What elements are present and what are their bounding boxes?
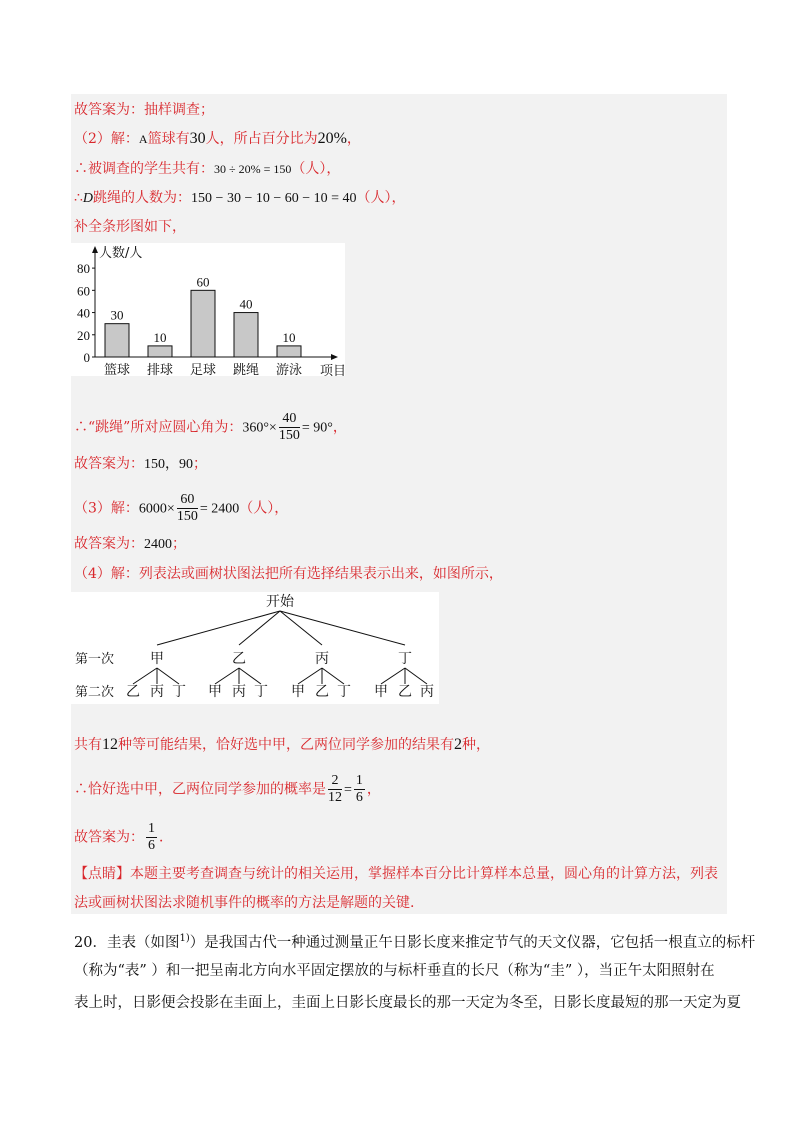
tree-node-second: 丁 bbox=[254, 684, 268, 700]
bar-value-label: 10 bbox=[153, 329, 167, 345]
tree-node-second: 乙 bbox=[126, 684, 140, 700]
answer-line-5: 补全条形图如下， bbox=[74, 219, 186, 235]
tree-node-first-3: 丙 bbox=[315, 651, 329, 667]
answer-line-10: （4）解：列表法或画树状图法把所有选择结果表示出来，如图所示， bbox=[74, 566, 503, 582]
bar-value-label: 60 bbox=[196, 274, 210, 290]
category-label: 游泳 bbox=[275, 363, 303, 376]
answer-line-11: 共有12种等可能结果，恰好选中甲，乙两位同学参加的结果有2种， bbox=[74, 736, 490, 753]
tree-node-second: 丙 bbox=[420, 684, 434, 700]
category-label: 跳绳 bbox=[232, 363, 260, 376]
bar-篮球 bbox=[105, 324, 129, 357]
bar-value-label: 10 bbox=[282, 329, 296, 345]
category-label: 足球 bbox=[189, 363, 217, 376]
question-20-line-1: 20．圭表（如图$^{1)}$）是我国古代一种通过测量正午日影长度来推定节气的天文仪器，它包括一根直立的标杆 bbox=[74, 933, 756, 951]
tree-node-second: 乙 bbox=[398, 684, 412, 700]
y-tick-label: 60 bbox=[77, 283, 90, 299]
note-line-1: 【点睛】本题主要考查调查与统计的相关运用，掌握样本百分比计算样本总量，圆心角的计算方法，列表 bbox=[74, 866, 718, 882]
answer-line-8: （3）解：6000× $\frac{60}{150}$ = 2400（人）， bbox=[74, 492, 289, 524]
tree-root: 开始 bbox=[266, 595, 294, 610]
question-20-line-3: 表上时，日影便会投影在圭面上，圭面上日影长度最长的那一天定为冬至，日影长度最短的那一天定为夏 bbox=[74, 995, 741, 1011]
y-tick-label: 0 bbox=[83, 350, 90, 365]
bar-跳绳 bbox=[234, 313, 258, 357]
tree-diagram bbox=[71, 592, 439, 704]
tree-node-second: 甲 bbox=[374, 684, 388, 700]
y-axis-label: 人数/人 bbox=[99, 246, 143, 261]
fraction-answer-1-6: $\frac{1}{6}$ bbox=[148, 821, 155, 853]
category-label: 排球 bbox=[146, 363, 174, 376]
tree-level1-label: 第一次 bbox=[75, 652, 115, 667]
fraction-40-150: $\frac{40}{150}$ bbox=[278, 411, 300, 443]
tree-level2-label: 第二次 bbox=[75, 685, 115, 700]
tree-node-second: 丙 bbox=[232, 684, 246, 700]
y-axis-arrow bbox=[92, 246, 98, 253]
answer-line-9: 故答案为：2400； bbox=[74, 536, 186, 552]
bar-chart bbox=[71, 243, 345, 376]
tree-diagram-svg bbox=[71, 592, 439, 704]
bar-chart-svg bbox=[71, 243, 345, 376]
bar-value-label: 30 bbox=[110, 307, 124, 323]
bar-游泳 bbox=[277, 346, 301, 357]
bar-value-label: 40 bbox=[239, 296, 253, 312]
fraction-2-12: $\frac{2}{12}$ bbox=[328, 773, 342, 805]
tree-branches-level2 bbox=[133, 668, 427, 684]
tree-node-first-1: 甲 bbox=[150, 651, 164, 667]
tree-node-second: 丙 bbox=[150, 684, 164, 700]
answer-line-4: ∴D跳绳的人数为：150 − 30 − 10 − 60 − 10 = 40（人）， bbox=[74, 190, 406, 206]
tree-node-second: 丁 bbox=[172, 684, 186, 700]
answer-line-12: ∴恰好选中甲，乙两位同学参加的概率是 $\frac{2}{12}$ = $\frac{1}{6}$ ， bbox=[74, 773, 381, 805]
category-label: 篮球 bbox=[103, 363, 131, 376]
tree-node-second: 甲 bbox=[208, 684, 222, 700]
tree-node-first-4: 丁 bbox=[398, 651, 412, 667]
answer-line-13: 故答案为： $\frac{1}{6}$ ． bbox=[74, 821, 173, 853]
tree-branches-level1 bbox=[157, 611, 405, 645]
x-axis-label: 项目 bbox=[319, 364, 345, 376]
tree-level2-nodes bbox=[126, 684, 434, 700]
answer-line-3: ∴被调查的学生共有：30 ÷ 20% = 150（人）， bbox=[74, 161, 341, 177]
y-tick-label: 20 bbox=[77, 327, 90, 343]
y-tick-label: 40 bbox=[77, 305, 90, 321]
bar-足球 bbox=[191, 290, 215, 357]
tree-node-second: 丁 bbox=[337, 684, 351, 700]
answer-line-7: 故答案为：150，90； bbox=[74, 456, 207, 472]
answer-line-1: 故答案为：抽样调查； bbox=[74, 102, 214, 118]
answer-line-6: ∴“跳绳”所对应圆心角为：360°× $\frac{40}{150}$ = 90°， bbox=[74, 411, 347, 443]
tree-node-second: 甲 bbox=[291, 684, 305, 700]
question-20-line-2: （称为“表” ）和一把呈南北方向水平固定摆放的与标杆垂直的长尺（称为“圭” ），当正午太阳照射在 bbox=[74, 963, 715, 979]
y-tick-label: 80 bbox=[77, 261, 90, 277]
bar-排球 bbox=[148, 346, 172, 357]
note-line-2: 法或画树状图法求随机事件的概率的方法是解题的关键. bbox=[74, 895, 415, 911]
tree-node-first-2: 乙 bbox=[232, 651, 246, 667]
tree-node-second: 乙 bbox=[315, 684, 329, 700]
fraction-1-6: $\frac{1}{6}$ bbox=[355, 773, 363, 805]
x-axis-arrow bbox=[331, 354, 338, 360]
fraction-60-150: $\frac{60}{150}$ bbox=[176, 492, 198, 524]
answer-line-2: （2）解：A篮球有30人，所占百分比为20%， bbox=[74, 130, 361, 147]
